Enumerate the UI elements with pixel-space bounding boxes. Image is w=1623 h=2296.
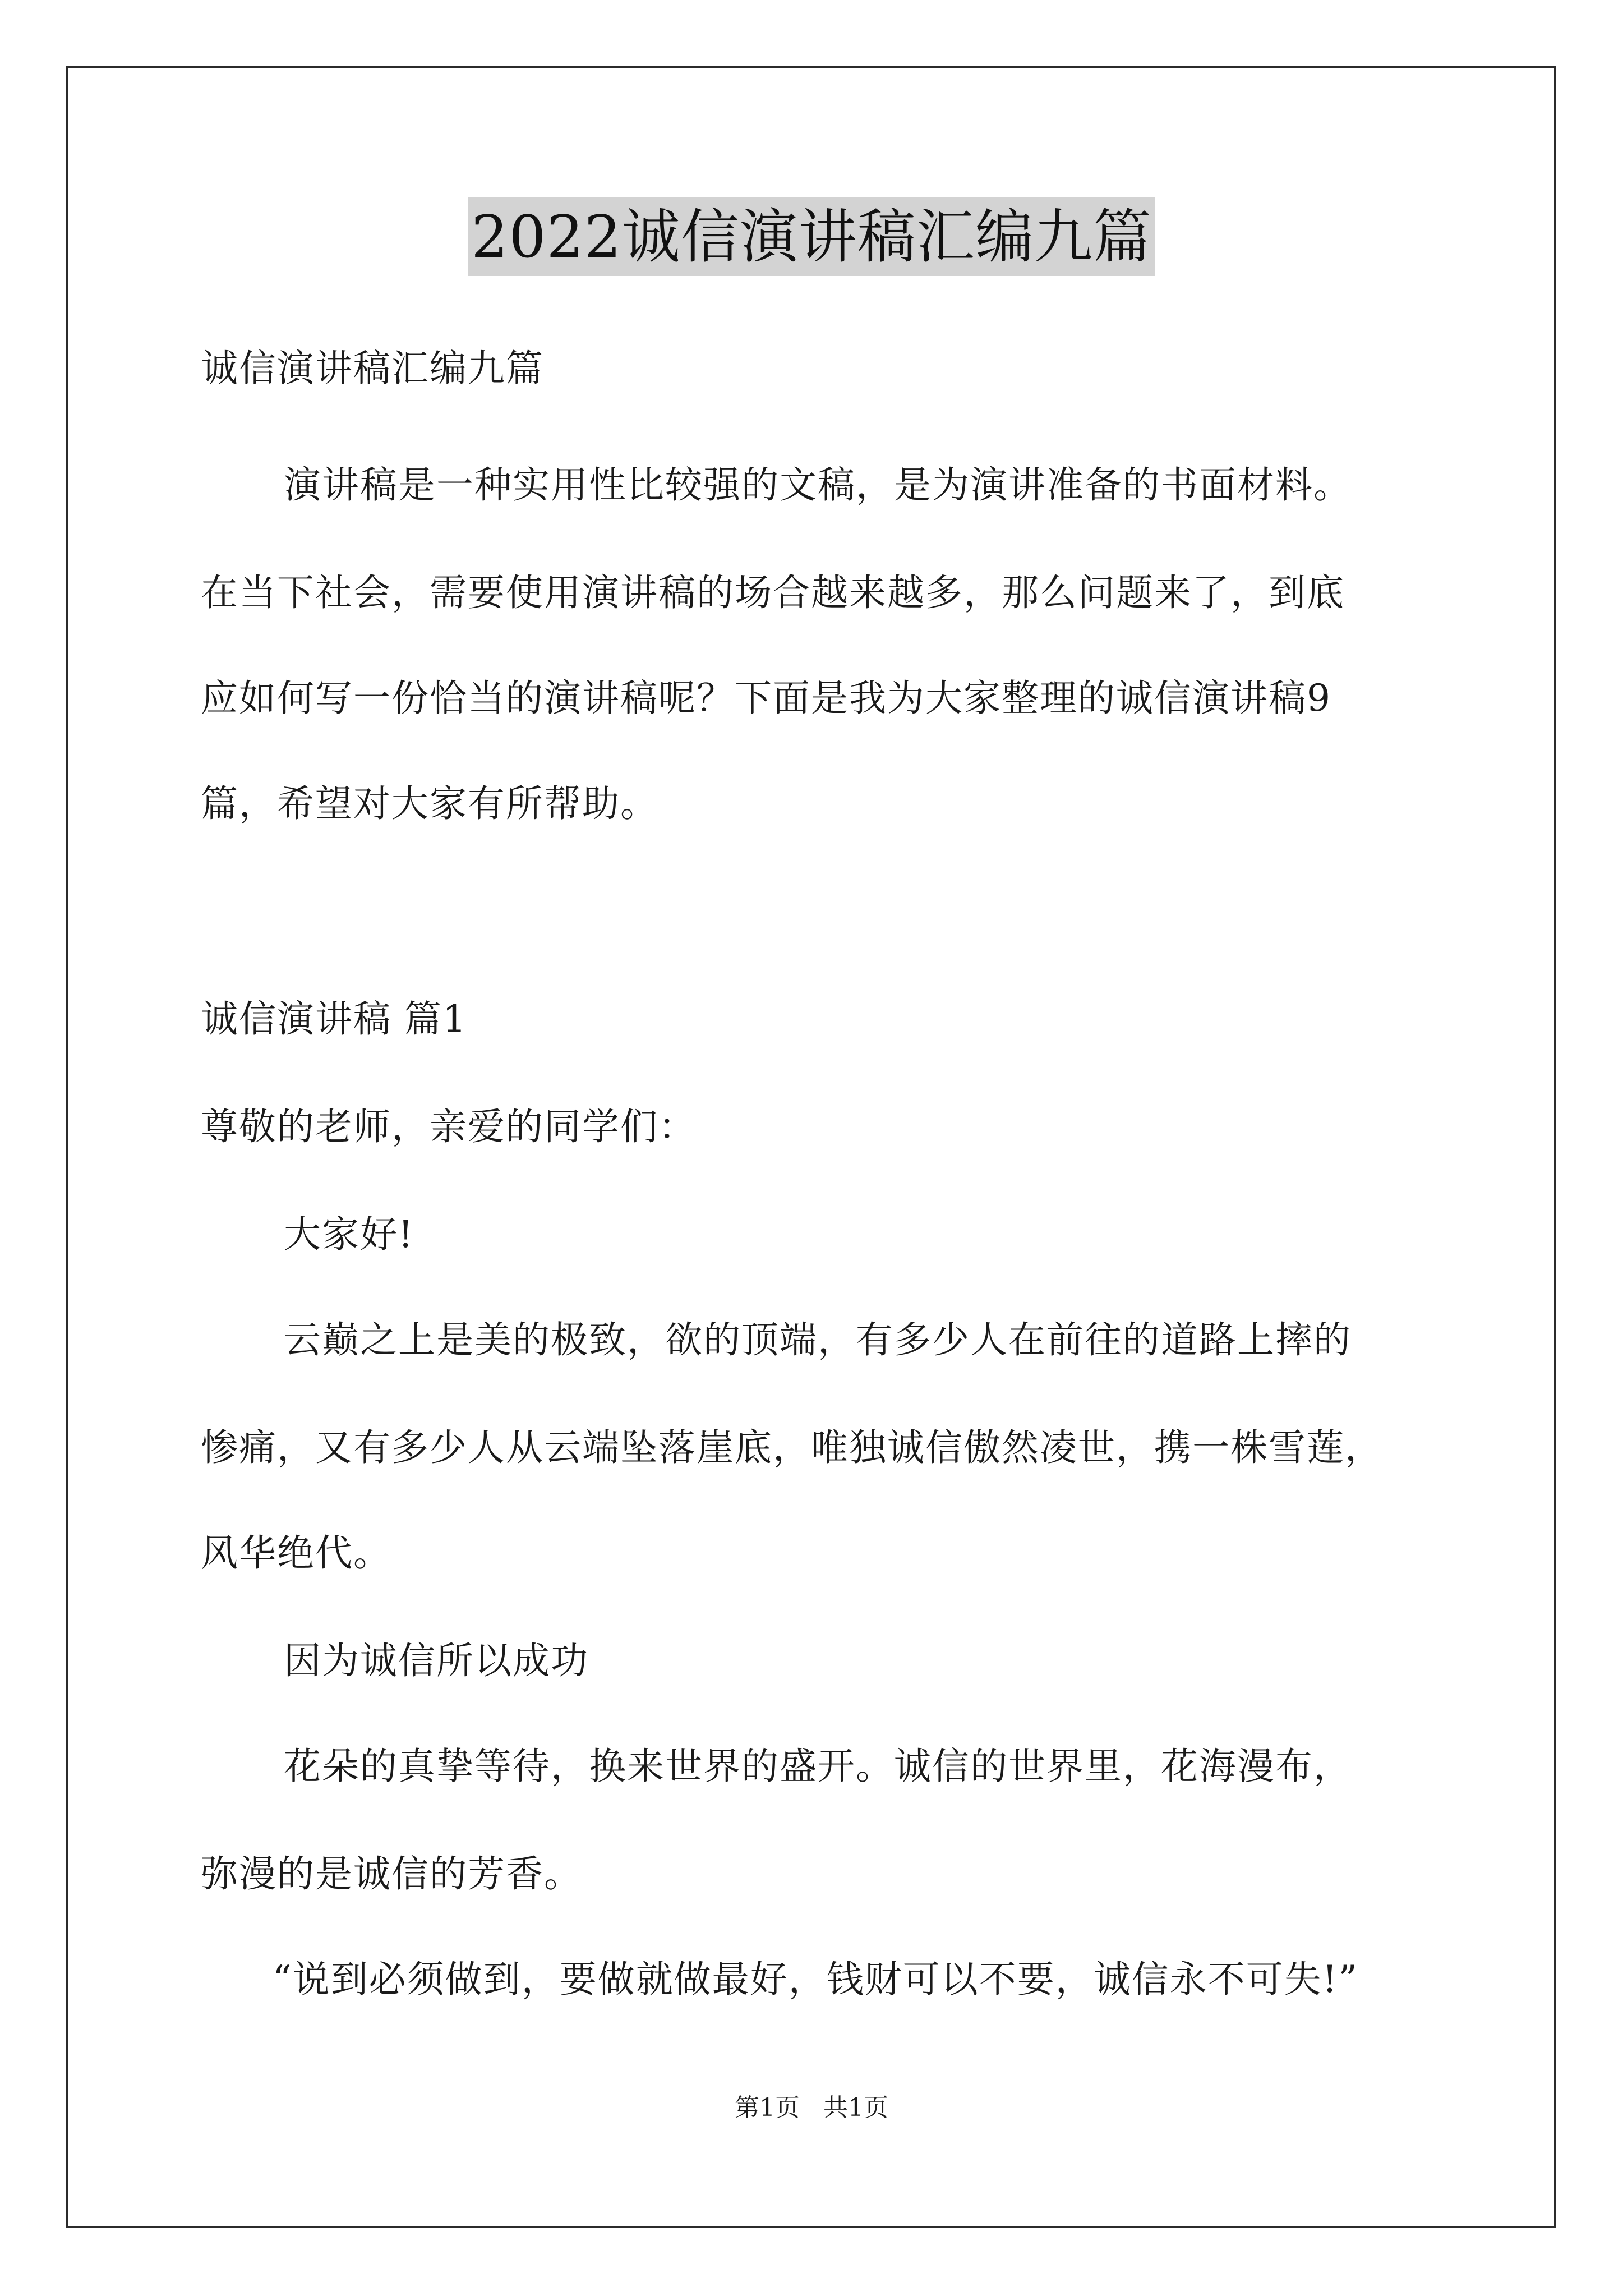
page-number: 第1页 — [735, 2093, 800, 2122]
paragraph-line: 应如何写一份恰当的演讲稿呢？下面是我为大家整理的诚信演讲稿9 — [201, 677, 1331, 720]
paragraph-line: 弥漫的是诚信的芳香。 — [201, 1852, 582, 1895]
section-heading: 诚信演讲稿 篇1 — [201, 997, 467, 1041]
page-total: 共1页 — [823, 2093, 888, 2122]
title-container — [0, 197, 1623, 276]
paragraph-line: 篇，希望对大家有所帮助。 — [201, 782, 658, 825]
subheading-line: 因为诚信所以成功 — [284, 1639, 589, 1682]
document-title: 2022诚信演讲稿汇编九篇 — [468, 197, 1155, 276]
paragraph-line: 花朵的真挚等待，换来世界的盛开。诚信的世界里，花海漫布， — [284, 1745, 1352, 1788]
greeting-line: 大家好! — [284, 1213, 414, 1256]
page-footer — [0, 2091, 1623, 2125]
paragraph-line: 演讲稿是一种实用性比较强的文稿，是为演讲准备的书面材料。 — [284, 463, 1352, 507]
salutation-line: 尊敬的老师，亲爱的同学们： — [201, 1105, 697, 1148]
paragraph-line: 在当下社会，需要使用演讲稿的场合越来越多，那么问题来了，到底 — [201, 571, 1345, 614]
quote-line: “说到必须做到，要做就做最好，钱财可以不要，诚信永不可失!” — [273, 1958, 1359, 2001]
paragraph-line: 风华绝代。 — [201, 1531, 391, 1575]
paragraph-line: 惨痛，又有多少人从云端坠落崖底，唯独诚信傲然凌世，携一株雪莲， — [201, 1426, 1383, 1469]
paragraph-line: 云巅之上是美的极致，欲的顶端，有多少人在前往的道路上摔的 — [284, 1318, 1352, 1361]
subtitle-line: 诚信演讲稿汇编九篇 — [201, 347, 544, 390]
